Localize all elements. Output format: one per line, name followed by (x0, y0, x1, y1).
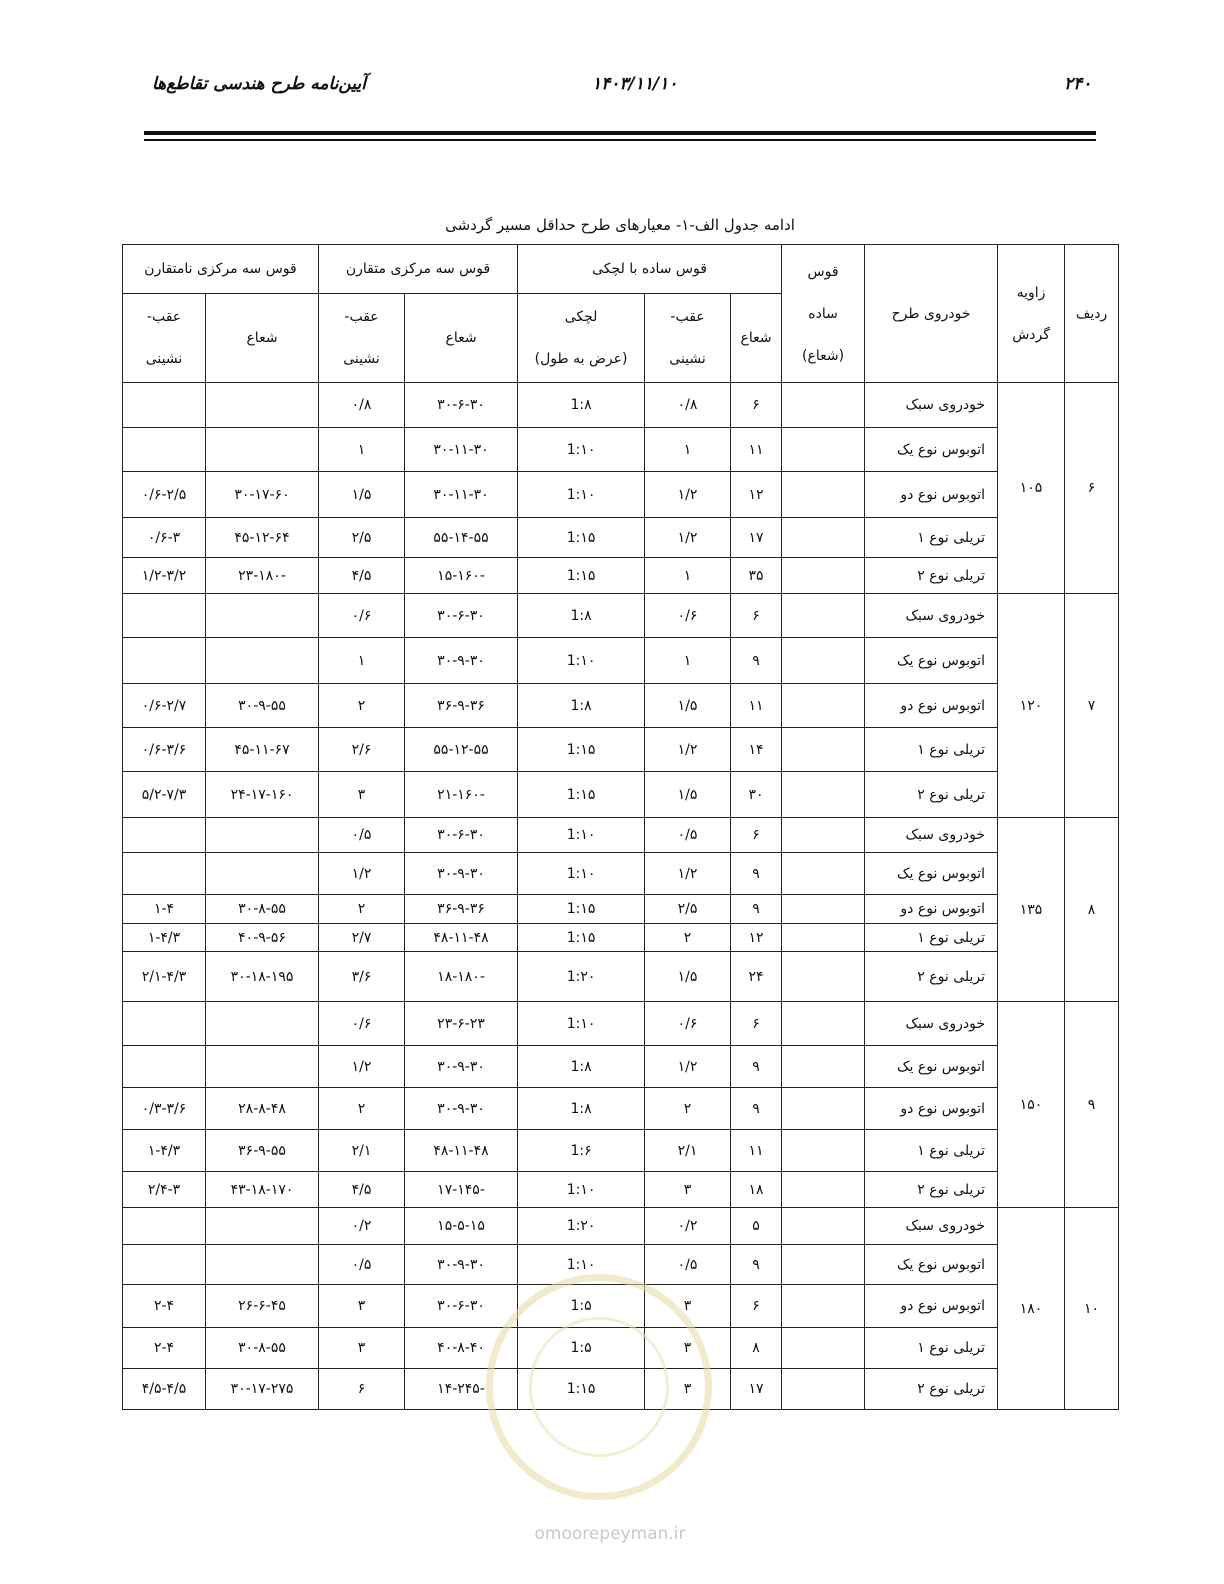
cell-sym-radius: ۳۶-۹-۳۶ (405, 895, 518, 924)
cell-taper-radius: ۲۴ (731, 952, 782, 1002)
cell-vehicle: تریلی نوع ۱ (865, 1328, 998, 1369)
cell-vehicle: اتوبوس نوع یک (865, 1046, 998, 1088)
cell-taper-radius: ۹ (731, 853, 782, 895)
cell-taper-ratio: 1:۵ (518, 1285, 645, 1328)
cell-sym-radius: ۱۵-۵-۱۵ (405, 1208, 518, 1245)
cell-sym-offset: ۲ (319, 684, 405, 728)
page-number: ۲۴۰ (1064, 74, 1092, 94)
cell-sym-offset: ۳/۶ (319, 952, 405, 1002)
cell-sym-radius: -۱۴-۲۴۵ (405, 1369, 518, 1410)
cell-taper-ratio: 1:۱۰ (518, 472, 645, 518)
cell-asym-radius: ۲۴-۱۷-۱۶۰ (206, 772, 319, 818)
cell-taper-ratio: 1:۸ (518, 594, 645, 638)
col-row: ردیف (1065, 245, 1119, 383)
cell-taper-offset: ۲ (645, 924, 731, 952)
cell-taper-radius: ۱۷ (731, 518, 782, 558)
cell-asym-radius (206, 638, 319, 684)
cell-vehicle: تریلی نوع ۲ (865, 952, 998, 1002)
cell-row-number: ۷ (1065, 594, 1119, 818)
table-row (123, 1088, 1119, 1130)
cell-simple-radius (782, 684, 865, 728)
table-row (123, 1046, 1119, 1088)
cell-asym-radius: ۳۰-۹-۵۵ (206, 684, 319, 728)
cell-taper-radius: ۱۱ (731, 1130, 782, 1172)
cell-vehicle: خودروی سبک (865, 1002, 998, 1046)
cell-asym-radius: ۳۰-۸-۵۵ (206, 1328, 319, 1369)
cell-taper-offset: ۲ (645, 1088, 731, 1130)
cell-sym-radius: -۲۱-۱۶۰ (405, 772, 518, 818)
cell-taper-radius: ۶ (731, 383, 782, 428)
cell-taper-radius: ۱۷ (731, 1369, 782, 1410)
cell-asym-radius: ۳۰-۱۷-۶۰ (206, 472, 319, 518)
cell-turn-angle: ۱۳۵ (998, 818, 1065, 1002)
cell-taper-offset: ۰/۶ (645, 594, 731, 638)
cell-taper-offset: ۳ (645, 1369, 731, 1410)
cell-asym-offset: ۰/۶-۲/۵ (123, 472, 206, 518)
publisher-seal-watermark (486, 1274, 712, 1500)
cell-asym-radius (206, 594, 319, 638)
website-watermark: omoorepeyman.ir (534, 1524, 686, 1544)
cell-taper-radius: ۱۲ (731, 924, 782, 952)
table-caption: ادامه جدول الف-۱- معیارهای طرح حداقل مسیر گردشی (445, 216, 795, 234)
cell-sym-offset: ۰/۸ (319, 383, 405, 428)
cell-sym-offset: ۲/۵ (319, 518, 405, 558)
table-row (123, 383, 1119, 428)
cell-asym-offset (123, 428, 206, 472)
col-taper-ratio: لچکی (عرض به طول) (518, 294, 645, 383)
cell-vehicle: تریلی نوع ۱ (865, 728, 998, 772)
cell-asym-offset: ۱-۴/۳ (123, 1130, 206, 1172)
cell-simple-radius (782, 952, 865, 1002)
cell-simple-radius (782, 1002, 865, 1046)
table-row (123, 558, 1119, 594)
cell-sym-radius: -۱۸-۱۸۰ (405, 952, 518, 1002)
cell-taper-offset: ۳ (645, 1328, 731, 1369)
cell-sym-radius: ۴۸-۱۱-۴۸ (405, 924, 518, 952)
table-row (123, 594, 1119, 638)
cell-taper-offset: ۰/۵ (645, 1245, 731, 1285)
table-row (123, 472, 1119, 518)
cell-taper-ratio: 1:۱۰ (518, 818, 645, 853)
cell-taper-radius: ۳۰ (731, 772, 782, 818)
cell-sym-radius: ۵۵-۱۴-۵۵ (405, 518, 518, 558)
cell-taper-offset: ۰/۲ (645, 1208, 731, 1245)
col-angle: زاویه گردش (998, 245, 1065, 383)
cell-asym-offset: ۴/۵-۴/۵ (123, 1369, 206, 1410)
document-date: ۱۴۰۳/۱۱/۱۰ (592, 74, 678, 94)
turning-path-table (122, 244, 1119, 1410)
cell-sym-offset: ۱/۲ (319, 1046, 405, 1088)
cell-asym-offset (123, 1046, 206, 1088)
cell-turn-angle: ۱۸۰ (998, 1208, 1065, 1410)
col-sym-radius: شعاع (405, 294, 518, 383)
cell-vehicle: تریلی نوع ۲ (865, 1172, 998, 1208)
cell-vehicle: تریلی نوع ۲ (865, 558, 998, 594)
cell-vehicle: اتوبوس نوع یک (865, 853, 998, 895)
cell-sym-radius: ۳۰-۹-۳۰ (405, 1046, 518, 1088)
cell-sym-radius: ۲۳-۶-۲۳ (405, 1002, 518, 1046)
table-row (123, 924, 1119, 952)
cell-simple-radius (782, 1130, 865, 1172)
cell-vehicle: تریلی نوع ۱ (865, 924, 998, 952)
cell-taper-radius: ۵ (731, 1208, 782, 1245)
cell-taper-radius: ۱۲ (731, 472, 782, 518)
cell-sym-offset: ۲/۶ (319, 728, 405, 772)
table-row (123, 818, 1119, 853)
cell-taper-radius: ۱۴ (731, 728, 782, 772)
cell-vehicle: اتوبوس نوع دو (865, 1088, 998, 1130)
cell-asym-radius (206, 1046, 319, 1088)
cell-sym-offset: ۱ (319, 638, 405, 684)
cell-asym-offset: ۲-۴ (123, 1285, 206, 1328)
cell-taper-ratio: 1:۸ (518, 383, 645, 428)
cell-asym-radius (206, 1002, 319, 1046)
table-row (123, 518, 1119, 558)
cell-taper-offset: ۱ (645, 428, 731, 472)
cell-asym-offset: ۰/۳-۳/۶ (123, 1088, 206, 1130)
cell-sym-offset: ۰/۵ (319, 1245, 405, 1285)
cell-taper-radius: ۹ (731, 638, 782, 684)
cell-row-number: ۱۰ (1065, 1208, 1119, 1410)
table-row (123, 772, 1119, 818)
table-row (123, 684, 1119, 728)
cell-asym-offset (123, 818, 206, 853)
cell-sym-radius: ۳۰-۶-۳۰ (405, 383, 518, 428)
cell-sym-offset: ۱ (319, 428, 405, 472)
cell-vehicle: اتوبوس نوع دو (865, 895, 998, 924)
cell-vehicle: اتوبوس نوع دو (865, 684, 998, 728)
cell-sym-offset: ۱/۵ (319, 472, 405, 518)
cell-taper-ratio: 1:۱۰ (518, 1002, 645, 1046)
cell-turn-angle: ۱۰۵ (998, 383, 1065, 594)
cell-simple-radius (782, 428, 865, 472)
cell-asym-offset: ۲/۴-۳ (123, 1172, 206, 1208)
cell-taper-radius: ۹ (731, 1245, 782, 1285)
cell-taper-ratio: 1:۱۵ (518, 924, 645, 952)
cell-sym-offset: ۰/۶ (319, 1002, 405, 1046)
cell-asym-offset: ۰/۶-۳/۶ (123, 728, 206, 772)
cell-asym-offset (123, 1208, 206, 1245)
col-sym-3center: قوس سه مرکزی متقارن (319, 245, 518, 294)
cell-sym-offset: ۶ (319, 1369, 405, 1410)
cell-asym-offset (123, 594, 206, 638)
table-row (123, 895, 1119, 924)
cell-simple-radius (782, 728, 865, 772)
cell-simple-radius (782, 472, 865, 518)
cell-taper-offset: ۳ (645, 1172, 731, 1208)
cell-asym-radius: -۲۳-۱۸۰ (206, 558, 319, 594)
cell-taper-ratio: 1:۵ (518, 1328, 645, 1369)
cell-sym-radius: ۳۰-۶-۳۰ (405, 818, 518, 853)
cell-sym-radius: ۵۵-۱۲-۵۵ (405, 728, 518, 772)
cell-simple-radius (782, 895, 865, 924)
cell-sym-radius: ۴۸-۱۱-۴۸ (405, 1130, 518, 1172)
cell-asym-offset: ۲/۱-۴/۳ (123, 952, 206, 1002)
cell-asym-offset: ۱/۲-۳/۲ (123, 558, 206, 594)
cell-asym-radius (206, 428, 319, 472)
cell-vehicle: تریلی نوع ۲ (865, 772, 998, 818)
cell-sym-offset: ۰/۵ (319, 818, 405, 853)
cell-sym-offset: ۳ (319, 1285, 405, 1328)
cell-sym-radius: ۳۰-۱۱-۳۰ (405, 472, 518, 518)
cell-taper-ratio: 1:۱۵ (518, 1369, 645, 1410)
cell-asym-offset (123, 853, 206, 895)
cell-sym-radius: ۳۰-۹-۳۰ (405, 853, 518, 895)
cell-sym-offset: ۰/۶ (319, 594, 405, 638)
cell-taper-ratio: 1:۱۰ (518, 1172, 645, 1208)
cell-simple-radius (782, 1088, 865, 1130)
cell-simple-radius (782, 383, 865, 428)
table-row (123, 1002, 1119, 1046)
cell-asym-radius: ۲۶-۶-۴۵ (206, 1285, 319, 1328)
col-arc-taper: قوس ساده با لچکی (518, 245, 782, 294)
cell-simple-radius (782, 1046, 865, 1088)
cell-taper-offset: ۱/۲ (645, 472, 731, 518)
cell-asym-radius: ۴۵-۱۲-۶۴ (206, 518, 319, 558)
cell-sym-offset: ۲/۱ (319, 1130, 405, 1172)
cell-taper-offset: ۱ (645, 638, 731, 684)
cell-taper-ratio: 1:۸ (518, 1088, 645, 1130)
col-asym-radius: شعاع (206, 294, 319, 383)
cell-simple-radius (782, 1208, 865, 1245)
table-row (123, 428, 1119, 472)
cell-taper-ratio: 1:۲۰ (518, 1208, 645, 1245)
cell-sym-radius: ۳۰-۹-۳۰ (405, 1245, 518, 1285)
cell-turn-angle: ۱۵۰ (998, 1002, 1065, 1208)
cell-taper-offset: ۱/۵ (645, 952, 731, 1002)
cell-asym-radius: ۳۰-۱۸-۱۹۵ (206, 952, 319, 1002)
cell-vehicle: اتوبوس نوع دو (865, 472, 998, 518)
cell-asym-offset (123, 383, 206, 428)
cell-asym-offset: ۵/۲-۷/۳ (123, 772, 206, 818)
cell-taper-offset: ۱/۵ (645, 772, 731, 818)
table-row (123, 952, 1119, 1002)
cell-taper-offset: ۱ (645, 558, 731, 594)
cell-taper-offset: ۳ (645, 1285, 731, 1328)
col-taper-radius: شعاع (731, 294, 782, 383)
cell-row-number: ۹ (1065, 1002, 1119, 1208)
cell-taper-ratio: 1:۱۵ (518, 895, 645, 924)
cell-taper-radius: ۶ (731, 818, 782, 853)
table-row (123, 1208, 1119, 1245)
table-row (123, 638, 1119, 684)
cell-taper-offset: ۰/۵ (645, 818, 731, 853)
cell-vehicle: اتوبوس نوع یک (865, 638, 998, 684)
cell-simple-radius (782, 594, 865, 638)
cell-sym-offset: ۰/۲ (319, 1208, 405, 1245)
cell-asym-offset (123, 1245, 206, 1285)
cell-sym-offset: ۴/۵ (319, 558, 405, 594)
cell-taper-ratio: 1:۲۰ (518, 952, 645, 1002)
table-row (123, 1130, 1119, 1172)
col-sym-offset: عقب- نشینی (319, 294, 405, 383)
header-rule-thin (144, 139, 1096, 141)
cell-asym-radius (206, 818, 319, 853)
cell-taper-offset: ۲/۱ (645, 1130, 731, 1172)
cell-asym-radius: ۳۰-۸-۵۵ (206, 895, 319, 924)
cell-asym-radius (206, 383, 319, 428)
cell-sym-offset: ۳ (319, 1328, 405, 1369)
cell-taper-offset: ۱/۲ (645, 728, 731, 772)
col-vehicle: خودروی طرح (865, 245, 998, 383)
cell-simple-radius (782, 818, 865, 853)
cell-taper-offset: ۱/۲ (645, 518, 731, 558)
cell-taper-radius: ۶ (731, 1285, 782, 1328)
cell-vehicle: تریلی نوع ۲ (865, 1369, 998, 1410)
cell-taper-ratio: 1:۱۵ (518, 518, 645, 558)
cell-sym-radius: ۴۰-۸-۴۰ (405, 1328, 518, 1369)
cell-vehicle: خودروی سبک (865, 594, 998, 638)
cell-asym-radius (206, 1245, 319, 1285)
cell-taper-radius: ۹ (731, 895, 782, 924)
cell-asym-radius: ۴۰-۹-۵۶ (206, 924, 319, 952)
cell-taper-radius: ۱۸ (731, 1172, 782, 1208)
cell-sym-radius: ۳۰-۹-۳۰ (405, 1088, 518, 1130)
cell-sym-offset: ۲ (319, 1088, 405, 1130)
cell-simple-radius (782, 924, 865, 952)
col-asym-offset: عقب- نشینی (123, 294, 206, 383)
cell-taper-offset: ۰/۸ (645, 383, 731, 428)
cell-simple-radius (782, 1285, 865, 1328)
cell-asym-radius (206, 853, 319, 895)
table-row (123, 1172, 1119, 1208)
cell-row-number: ۶ (1065, 383, 1119, 594)
cell-sym-radius: ۳۰-۶-۳۰ (405, 1285, 518, 1328)
cell-taper-ratio: 1:۱۰ (518, 428, 645, 472)
cell-simple-radius (782, 638, 865, 684)
cell-taper-offset: ۱/۲ (645, 1046, 731, 1088)
cell-taper-radius: ۱۱ (731, 684, 782, 728)
col-asym-3center: قوس سه مرکزی نامتقارن (123, 245, 319, 294)
cell-taper-radius: ۹ (731, 1046, 782, 1088)
table-row (123, 853, 1119, 895)
cell-asym-offset: ۲-۴ (123, 1328, 206, 1369)
cell-sym-radius: -۱۷-۱۴۵ (405, 1172, 518, 1208)
cell-sym-radius: ۳۶-۹-۳۶ (405, 684, 518, 728)
cell-vehicle: تریلی نوع ۱ (865, 518, 998, 558)
header-rule-thick (144, 131, 1096, 135)
cell-taper-offset: ۱/۲ (645, 853, 731, 895)
cell-taper-offset: ۱/۵ (645, 684, 731, 728)
cell-taper-ratio: 1:۱۵ (518, 728, 645, 772)
cell-taper-radius: ۶ (731, 1002, 782, 1046)
cell-sym-offset: ۴/۵ (319, 1172, 405, 1208)
cell-vehicle: خودروی سبک (865, 1208, 998, 1245)
cell-taper-ratio: 1:۶ (518, 1130, 645, 1172)
cell-sym-offset: ۱/۲ (319, 853, 405, 895)
cell-simple-radius (782, 772, 865, 818)
cell-asym-radius (206, 1208, 319, 1245)
cell-taper-radius: ۱۱ (731, 428, 782, 472)
cell-taper-radius: ۳۵ (731, 558, 782, 594)
cell-asym-offset: ۰/۶-۲/۷ (123, 684, 206, 728)
cell-asym-offset (123, 638, 206, 684)
cell-vehicle: خودروی سبک (865, 383, 998, 428)
cell-sym-offset: ۲ (319, 895, 405, 924)
cell-asym-radius: ۳۰-۱۷-۲۷۵ (206, 1369, 319, 1410)
cell-taper-offset: ۰/۶ (645, 1002, 731, 1046)
cell-vehicle: اتوبوس نوع دو (865, 1285, 998, 1328)
cell-vehicle: اتوبوس نوع یک (865, 428, 998, 472)
cell-asym-radius: ۴۵-۱۱-۶۷ (206, 728, 319, 772)
cell-asym-radius: ۳۶-۹-۵۵ (206, 1130, 319, 1172)
cell-asym-offset: ۰/۶-۳ (123, 518, 206, 558)
cell-asym-offset: ۱-۴ (123, 895, 206, 924)
cell-taper-ratio: 1:۱۰ (518, 853, 645, 895)
cell-taper-ratio: 1:۸ (518, 684, 645, 728)
cell-simple-radius (782, 1172, 865, 1208)
cell-simple-radius (782, 1369, 865, 1410)
cell-row-number: ۸ (1065, 818, 1119, 1002)
cell-vehicle: تریلی نوع ۱ (865, 1130, 998, 1172)
table-row (123, 728, 1119, 772)
cell-simple-radius (782, 558, 865, 594)
col-simple-arc: قوس ساده (شعاع) (782, 245, 865, 383)
cell-taper-ratio: 1:۱۵ (518, 772, 645, 818)
cell-asym-offset (123, 1002, 206, 1046)
cell-asym-offset: ۱-۴/۳ (123, 924, 206, 952)
cell-taper-ratio: 1:۸ (518, 1046, 645, 1088)
cell-taper-ratio: 1:۱۵ (518, 558, 645, 594)
cell-sym-radius: ۳۰-۹-۳۰ (405, 638, 518, 684)
cell-taper-offset: ۲/۵ (645, 895, 731, 924)
cell-simple-radius (782, 1245, 865, 1285)
cell-simple-radius (782, 1328, 865, 1369)
cell-taper-radius: ۹ (731, 1088, 782, 1130)
cell-sym-radius: -۱۵-۱۶۰ (405, 558, 518, 594)
cell-turn-angle: ۱۲۰ (998, 594, 1065, 818)
document-title: آیین‌نامه طرح هندسی تقاطع‌ها (152, 74, 366, 94)
cell-taper-ratio: 1:۱۰ (518, 1245, 645, 1285)
cell-taper-ratio: 1:۱۰ (518, 638, 645, 684)
col-taper-offset: عقب- نشینی (645, 294, 731, 383)
cell-sym-offset: ۲/۷ (319, 924, 405, 952)
cell-asym-radius: ۴۳-۱۸-۱۷۰ (206, 1172, 319, 1208)
cell-vehicle: خودروی سبک (865, 818, 998, 853)
cell-taper-radius: ۶ (731, 594, 782, 638)
cell-sym-radius: ۳۰-۶-۳۰ (405, 594, 518, 638)
cell-simple-radius (782, 518, 865, 558)
cell-taper-radius: ۸ (731, 1328, 782, 1369)
cell-simple-radius (782, 853, 865, 895)
cell-vehicle: اتوبوس نوع یک (865, 1245, 998, 1285)
cell-asym-radius: ۲۸-۸-۴۸ (206, 1088, 319, 1130)
cell-sym-offset: ۳ (319, 772, 405, 818)
cell-sym-radius: ۳۰-۱۱-۳۰ (405, 428, 518, 472)
